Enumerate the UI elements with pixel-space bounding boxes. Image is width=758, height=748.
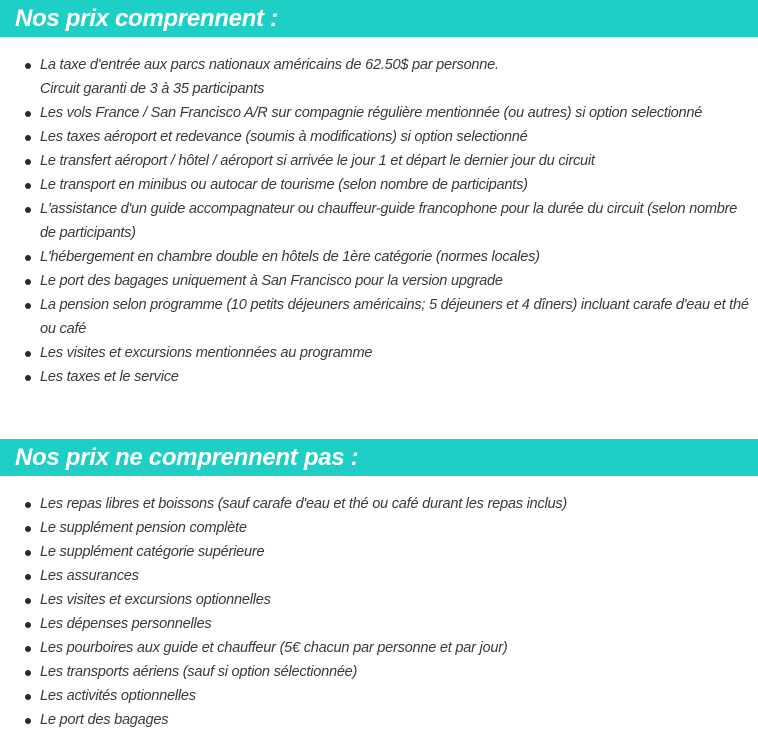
bullet-icon: [25, 598, 31, 604]
list-item-text: Les vols France / San Francisco A/R sur compagnie régulière mentionnée (ou autres) si option selectionné: [40, 105, 703, 121]
bullet-icon: [25, 255, 31, 261]
list-item-text: Les taxes aéroport et redevance (soumis à modifications) si option selectionné: [40, 129, 528, 145]
bullet-icon: [25, 111, 31, 117]
bullet-icon: [25, 303, 31, 309]
list-item-text: Les assurances: [40, 568, 139, 584]
list-item: [0, 492, 758, 516]
list-item-text: Les repas libres et boissons (sauf carafe d'eau et thé ou café durant les repas inclus): [40, 496, 567, 512]
list-item: [0, 516, 758, 540]
list-item-text: Le port des bagages uniquement à San Francisco pour la version upgrade: [40, 273, 503, 289]
bullet-icon: [25, 502, 31, 508]
list-item-text: Les pourboires aux guide et chauffeur (5€ chacun par personne et par jour): [40, 640, 508, 656]
list-item: [0, 197, 758, 245]
list-item: [0, 708, 758, 732]
list-item: [0, 125, 758, 149]
list-item-text: Circuit garanti de 3 à 35 participants: [40, 81, 265, 97]
bullet-icon: [25, 159, 31, 165]
bullet-icon: [25, 207, 31, 213]
bullet-icon: [25, 694, 31, 700]
list-item: [0, 269, 758, 293]
bullet-icon: [25, 550, 31, 556]
bullet-icon: [25, 183, 31, 189]
bullet-icon: [25, 718, 31, 724]
list-item: [0, 149, 758, 173]
bullet-icon: [25, 526, 31, 532]
bullet-icon: [25, 622, 31, 628]
bullet-icon: [25, 646, 31, 652]
list-item-text: Le supplément catégorie supérieure: [40, 544, 265, 560]
list-item-text: La pension selon programme (10 petits déjeuners américains; 5 déjeuners et 4 dîners) incluant carafe d'eau et thé: [40, 297, 749, 313]
excluded-list: [0, 492, 758, 732]
list-item-text: La taxe d'entrée aux parcs nationaux américains de 62.50$ par personne.: [40, 57, 499, 73]
list-item: [0, 684, 758, 708]
list-item-text: L'assistance d'un guide accompagnateur ou chauffeur-guide francophone pour la durée du circuit (selon nombre: [40, 201, 738, 217]
list-item: [0, 612, 758, 636]
list-item-text: Les dépenses personnelles: [40, 616, 212, 632]
bullet-icon: [25, 670, 31, 676]
list-item: [0, 341, 758, 365]
list-item-text: ou café: [40, 321, 87, 337]
list-item: [0, 564, 758, 588]
list-item: [0, 53, 758, 101]
list-item-text: Le supplément pension complète: [40, 520, 247, 536]
excluded-section-title: Nos prix ne comprennent pas :: [15, 444, 359, 471]
list-item-text: de participants): [40, 225, 136, 241]
list-item-text: Les visites et excursions mentionnées au programme: [40, 345, 373, 361]
list-item-text: Les visites et excursions optionnelles: [40, 592, 271, 608]
excluded-section-header: [0, 439, 758, 476]
list-item-text: Les transports aériens (sauf si option sélectionnée): [40, 664, 358, 680]
list-item: [0, 101, 758, 125]
bullet-icon: [25, 574, 31, 580]
list-item-text: Les activités optionnelles: [40, 688, 196, 704]
included-section-title: Nos prix comprennent :: [15, 5, 278, 32]
list-item: [0, 660, 758, 684]
list-item-text: Les taxes et le service: [40, 369, 179, 385]
included-list: [0, 53, 758, 389]
bullet-icon: [25, 135, 31, 141]
list-item: [0, 588, 758, 612]
included-section-header: [0, 0, 758, 37]
list-item-text: L'hébergement en chambre double en hôtels de 1ère catégorie (normes locales): [40, 249, 540, 265]
bullet-icon: [25, 279, 31, 285]
list-item: [0, 173, 758, 197]
bullet-icon: [25, 63, 31, 69]
list-item: [0, 636, 758, 660]
list-item: [0, 540, 758, 564]
bullet-icon: [25, 351, 31, 357]
list-item-text: Le transfert aéroport / hôtel / aéroport si arrivée le jour 1 et départ le dernier jour du circuit: [40, 153, 595, 169]
list-item: [0, 293, 758, 341]
list-item-text: Le port des bagages: [40, 712, 169, 728]
list-item: [0, 245, 758, 269]
list-item-text: Le transport en minibus ou autocar de tourisme (selon nombre de participants): [40, 177, 528, 193]
bullet-icon: [25, 375, 31, 381]
list-item: [0, 365, 758, 389]
